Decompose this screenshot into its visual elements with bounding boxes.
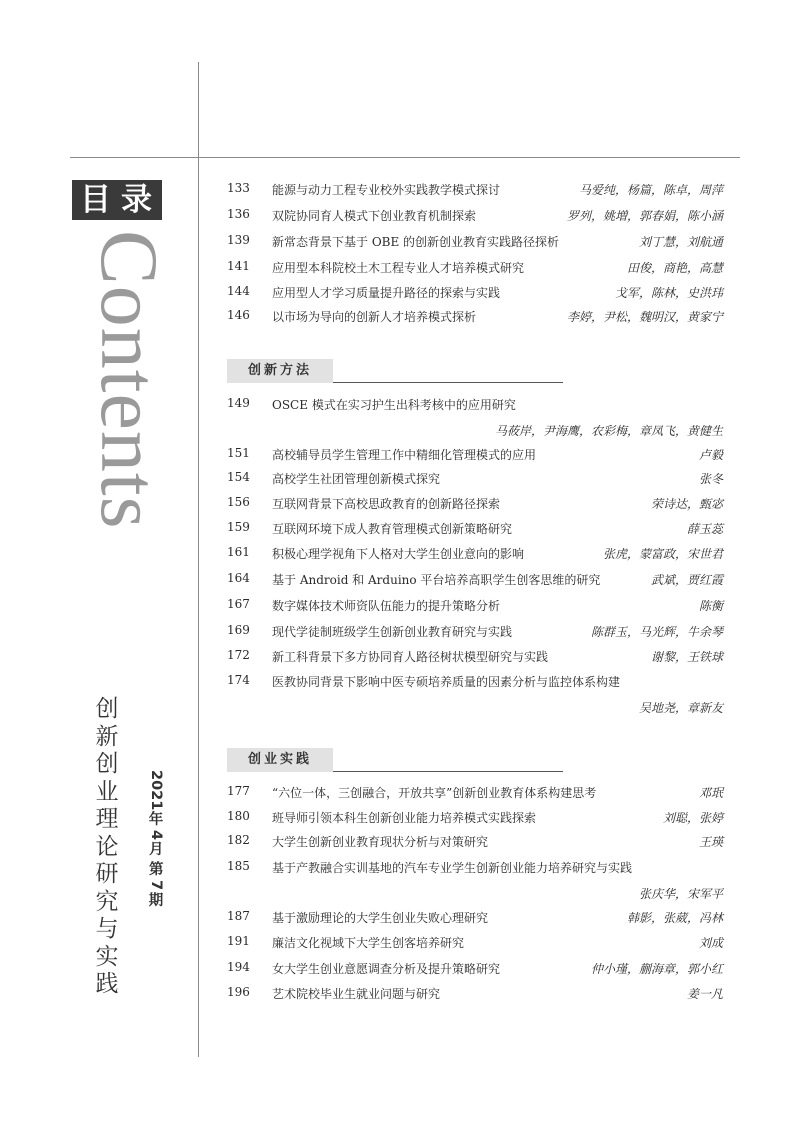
issue-year-suffix: 年 bbox=[148, 812, 164, 829]
entry-title: 新工科背景下多方协同育人路径树状模型研究与实践 bbox=[272, 650, 549, 664]
journal-title-char: 论 bbox=[95, 833, 119, 860]
entry-authors: 刘成 bbox=[698, 936, 723, 950]
entry-authors: 戈军，陈林，史洪玮 bbox=[614, 286, 723, 300]
entry-authors: 刘聪，张婷 bbox=[662, 811, 723, 825]
entry-page: 167 bbox=[227, 597, 250, 611]
journal-title-char: 与 bbox=[95, 916, 119, 942]
entry-page: 196 bbox=[227, 985, 250, 999]
entry-page: 136 bbox=[227, 207, 250, 221]
entry-title: 以市场为导向的创新人才培养模式探析 bbox=[272, 310, 477, 324]
entry-authors: 李婷，尹松，魏明汉，黄家宁 bbox=[566, 310, 723, 324]
entry-authors: 邓珉 bbox=[698, 786, 723, 800]
section-title: 创业实践 bbox=[227, 748, 333, 772]
entry-authors: 陈群玉，马光辉，牛余琴 bbox=[590, 625, 723, 639]
entry-authors: 刘丁慧，刘航通 bbox=[638, 235, 723, 249]
entry-page: 159 bbox=[227, 520, 250, 534]
entry-authors: 薛玉蕊 bbox=[686, 522, 723, 536]
issue-number: 7 bbox=[148, 880, 164, 891]
entry-authors: 张虎，蒙富政，宋世君 bbox=[602, 547, 723, 561]
entry-title: “六位一体，三创融合，开放共享”创新创业教育体系构建思考 bbox=[272, 786, 597, 800]
entry-authors: 田俊，商艳，高慧 bbox=[626, 261, 723, 275]
entry-page: 144 bbox=[227, 284, 250, 298]
entry-title: 艺术院校毕业生就业问题与研究 bbox=[272, 987, 441, 1001]
entry-title: 基于 Android 和 Arduino 平台培养高职学生创客思维的研究 bbox=[272, 573, 601, 587]
entry-page: 164 bbox=[227, 571, 250, 585]
entry-title: OSCE 模式在实习护生出科考核中的应用研究 bbox=[272, 398, 516, 412]
journal-title-char: 究 bbox=[95, 888, 119, 915]
entry-page: 194 bbox=[227, 960, 250, 974]
journal-title-char: 践 bbox=[95, 971, 119, 997]
entry-page: 154 bbox=[227, 470, 250, 484]
entry-title: 新常态背景下基于 OBE 的创新创业教育实践路径探析 bbox=[272, 235, 560, 249]
entry-page: 174 bbox=[227, 673, 250, 687]
entry-title: 互联网背景下高校思政教育的创新路径探索 bbox=[272, 497, 501, 511]
entry-title: 廉洁文化视域下大学生创客培养研究 bbox=[272, 936, 465, 950]
issue-month-suffix-text: 月第 bbox=[149, 842, 164, 879]
entry-title: 数字媒体技术师资队伍能力的提升策略分析 bbox=[272, 599, 501, 613]
entry-page: 191 bbox=[227, 934, 250, 948]
entry-page: 185 bbox=[227, 859, 250, 873]
entry-authors: 张庆华，宋军平 bbox=[638, 887, 723, 901]
entry-page: 177 bbox=[227, 784, 250, 798]
entry-authors: 陈衡 bbox=[698, 599, 723, 613]
entry-page: 149 bbox=[227, 396, 250, 410]
entry-authors: 武斌，贾红霞 bbox=[650, 573, 723, 587]
journal-title-char: 创 bbox=[95, 751, 119, 777]
contents-heading: Contents bbox=[84, 230, 175, 530]
journal-title-char: 实 bbox=[95, 943, 119, 970]
entry-title: 女大学生创业意愿调查分析及提升策略研究 bbox=[272, 962, 501, 976]
entry-authors: 谢黎，王铁球 bbox=[650, 650, 723, 664]
entry-page: 180 bbox=[227, 809, 250, 823]
entry-title: 双院协同育人模式下创业教育机制探索 bbox=[272, 209, 477, 223]
issue-month: 4 bbox=[148, 830, 164, 841]
entry-page: 139 bbox=[227, 233, 250, 247]
entry-authors: 韩影，张葳，冯林 bbox=[626, 911, 723, 925]
entry-authors: 卢毅 bbox=[698, 448, 723, 462]
journal-title-char: 创 bbox=[95, 696, 119, 722]
entry-title: 高校辅导员学生管理工作中精细化管理模式的应用 bbox=[272, 448, 537, 462]
entry-page: 151 bbox=[227, 446, 250, 460]
entry-page: 169 bbox=[227, 623, 250, 637]
vertical-rule bbox=[198, 62, 199, 1057]
entry-title: 互联网环境下成人教育管理模式创新策略研究 bbox=[272, 522, 513, 536]
entry-title: 积极心理学视角下人格对大学生创业意向的影响 bbox=[272, 547, 525, 561]
entry-page: 141 bbox=[227, 259, 250, 273]
section-header bbox=[227, 748, 563, 772]
journal-title-char: 新 bbox=[95, 723, 119, 750]
entry-authors: 张冬 bbox=[698, 472, 723, 486]
entry-title: 基于产教融合实训基地的汽车专业学生创新创业能力培养研究与实践 bbox=[272, 861, 633, 875]
entry-title: 能源与动力工程专业校外实践教学模式探讨 bbox=[272, 183, 501, 197]
journal-title-char: 业 bbox=[95, 778, 119, 805]
entry-authors: 吴地尧，章新友 bbox=[638, 701, 723, 715]
entry-title: 基于激励理论的大学生创业失败心理研究 bbox=[272, 911, 489, 925]
entry-page: 182 bbox=[227, 833, 250, 847]
entry-title: 应用型人才学习质量提升路径的探索与实践 bbox=[272, 286, 501, 300]
issue-info bbox=[146, 770, 166, 911]
journal-title bbox=[92, 696, 122, 999]
entry-page: 187 bbox=[227, 909, 250, 923]
section-title: 创新方法 bbox=[227, 359, 333, 383]
entry-title: 高校学生社团管理创新模式探究 bbox=[272, 472, 441, 486]
journal-title-char: 理 bbox=[95, 806, 119, 832]
entry-title: 医教协同背景下影响中医专硕培养质量的因素分析与监控体系构建 bbox=[272, 675, 621, 689]
entry-authors: 马莜岸，尹海鹰，农彩梅，章凤飞，黄健生 bbox=[494, 424, 723, 438]
entry-title: 现代学徒制班级学生创新创业教育研究与实践 bbox=[272, 625, 513, 639]
entry-authors: 马爱纯，杨篇，陈卓，周萍 bbox=[578, 183, 723, 197]
entry-title: 班导师引领本科生创新创业能力培养模式实践探索 bbox=[272, 811, 537, 825]
entry-page: 172 bbox=[227, 648, 250, 662]
issue-number-suffix: 期 bbox=[148, 892, 164, 909]
entry-title: 大学生创新创业教育现状分析与对策研究 bbox=[272, 835, 489, 849]
entry-authors: 荣诗达，甄宓 bbox=[650, 497, 723, 511]
entry-title: 应用型本科院校土木工程专业人才培养模式研究 bbox=[272, 261, 525, 275]
horizontal-rule bbox=[70, 157, 740, 158]
entry-authors: 罗列，姚増，郭春娟，陈小涵 bbox=[566, 209, 723, 223]
section-header bbox=[227, 359, 563, 383]
section-rule bbox=[333, 771, 563, 772]
entry-authors: 仲小瑾，蒯海章，郭小红 bbox=[590, 962, 723, 976]
issue-year: 2021 bbox=[148, 770, 164, 811]
entry-authors: 姜一凡 bbox=[686, 987, 723, 1001]
entry-page: 133 bbox=[227, 181, 250, 195]
entry-page: 156 bbox=[227, 495, 250, 509]
journal-title-char: 研 bbox=[95, 861, 119, 887]
entry-authors: 王瑛 bbox=[698, 835, 723, 849]
issue-month-suffix bbox=[146, 840, 166, 880]
section-rule bbox=[333, 382, 563, 383]
toc-title: 目录 bbox=[72, 180, 162, 220]
entry-page: 161 bbox=[227, 545, 250, 559]
entry-page: 146 bbox=[227, 308, 250, 322]
